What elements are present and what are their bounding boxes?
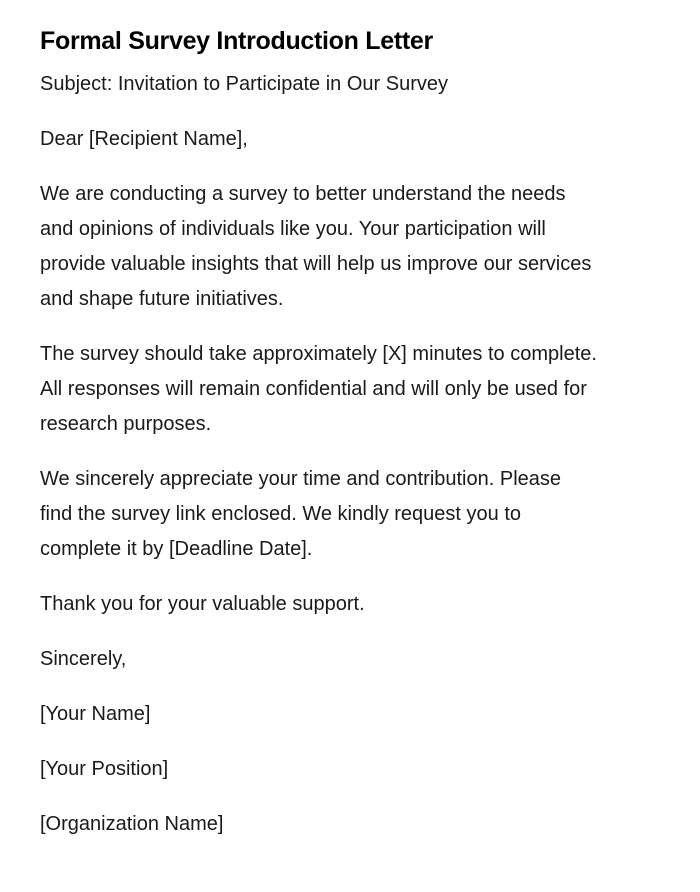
letter-title: Formal Survey Introduction Letter: [40, 27, 433, 55]
paragraph-line: find the survey link enclosed. We kindly request you to: [40, 503, 521, 525]
paragraph-line: provide valuable insights that will help us improve our services: [40, 253, 592, 275]
body-paragraph-intro: [40, 177, 660, 317]
paragraph-line: We sincerely appreciate your time and contribution. Please: [40, 468, 562, 490]
signature-position: [Your Position]: [40, 758, 169, 780]
paragraph-line: We are conducting a survey to better understand the needs: [40, 183, 566, 205]
letter-closing: Sincerely,: [40, 648, 127, 670]
letter-thanks: Thank you for your valuable support.: [40, 593, 365, 615]
body-paragraph-details: [40, 337, 660, 442]
paragraph-line: and shape future initiatives.: [40, 288, 284, 310]
body-paragraph-request: [40, 462, 660, 567]
signature-name: [Your Name]: [40, 703, 151, 725]
letter-subject: Subject: Invitation to Participate in Our Survey: [40, 73, 448, 95]
letter-greeting: Dear [Recipient Name],: [40, 128, 248, 150]
paragraph-line: and opinions of individuals like you. Your participation will: [40, 218, 546, 240]
paragraph-line: complete it by [Deadline Date].: [40, 538, 313, 560]
paragraph-line: research purposes.: [40, 413, 212, 435]
signature-organization: [Organization Name]: [40, 813, 224, 835]
paragraph-line: All responses will remain confidential and will only be used for: [40, 378, 587, 400]
paragraph-line: The survey should take approximately [X] minutes to complete.: [40, 343, 597, 365]
